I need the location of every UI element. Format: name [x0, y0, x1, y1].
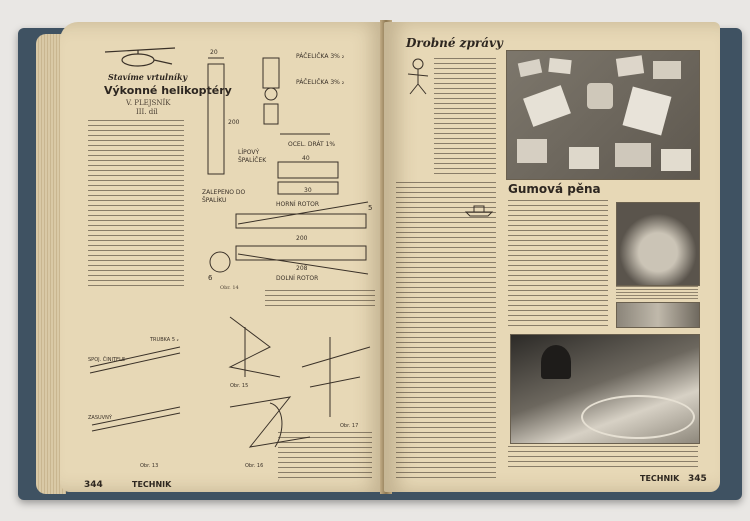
label-lipovy: LÍPOVÝ	[238, 149, 260, 156]
label-spaliku: ŠPALÍKU	[202, 197, 227, 204]
ship-illustration	[464, 198, 494, 218]
figure-16-label: Obr. 16	[245, 463, 264, 469]
article-text-column	[88, 120, 184, 290]
news-heading: Drobné zprávy	[406, 36, 503, 50]
bottom-text-column	[278, 432, 372, 482]
label-200-vertical: 200	[228, 119, 240, 126]
person-illustration	[404, 56, 434, 96]
foam-article-title: Gumová pěna	[508, 182, 601, 196]
factory-caption	[508, 446, 698, 470]
label-5: 5	[368, 204, 373, 212]
figure-17-label: Obr. 17	[340, 423, 359, 429]
part-number: III. díl	[136, 108, 158, 116]
label-pacelka-2: PÁČELIČKA 3% ₂	[296, 79, 345, 86]
left-page-number: 344	[84, 480, 103, 490]
figure-13-label: Obr. 13	[140, 463, 159, 469]
right-magazine-title: TECHNIK	[640, 474, 680, 483]
label-20: 20	[210, 49, 218, 56]
mixer-photo	[616, 202, 700, 286]
label-pacelka-1: PÁČELIČKA 3% ₂	[296, 53, 345, 60]
foam-products-photo	[506, 50, 700, 180]
label-6: 6	[208, 274, 213, 282]
figure-15-label: Obr. 15	[230, 383, 249, 389]
label-200: 200	[296, 235, 308, 242]
label-spoj: SPOJ. ČINITELE	[88, 357, 126, 363]
left-page	[60, 22, 386, 492]
label-dolni-rotor: DOLNÍ ROTOR	[276, 275, 319, 282]
figure-14-label: Obr. 14	[220, 285, 239, 291]
article-title: Výkonné helikoptéry	[104, 84, 232, 97]
right-page	[384, 22, 720, 492]
label-zasuv: ZASUVNÝ	[88, 415, 112, 421]
label-40: 40	[302, 155, 310, 162]
factory-photo	[510, 334, 700, 444]
label-spalik: ŠPALÍČEK	[238, 157, 267, 164]
press-photo	[616, 302, 700, 328]
left-magazine-title: TECHNIK	[132, 480, 172, 489]
foam-article-column	[508, 200, 608, 330]
label-208: 208	[296, 265, 308, 272]
series-heading: Stavíme vrtulníky	[108, 72, 188, 82]
label-30: 30	[304, 187, 312, 194]
author-name: V. PLEJSNÍK	[126, 99, 171, 107]
label-ocel-drat: OCEL. DRÁT 1%	[288, 141, 336, 148]
technical-drawing	[198, 34, 378, 284]
label-horni-rotor: HORNÍ ROTOR	[276, 201, 320, 208]
right-page-number: 345	[688, 474, 707, 484]
label-zalepeno: ZALEPENO DO	[202, 189, 246, 196]
mixer-caption	[616, 286, 698, 300]
news-column-1	[434, 58, 496, 178]
label-trubka: TRUBKA 5 ₂	[150, 337, 179, 343]
helicopter-illustration	[100, 44, 180, 72]
news-column-2	[396, 182, 496, 482]
